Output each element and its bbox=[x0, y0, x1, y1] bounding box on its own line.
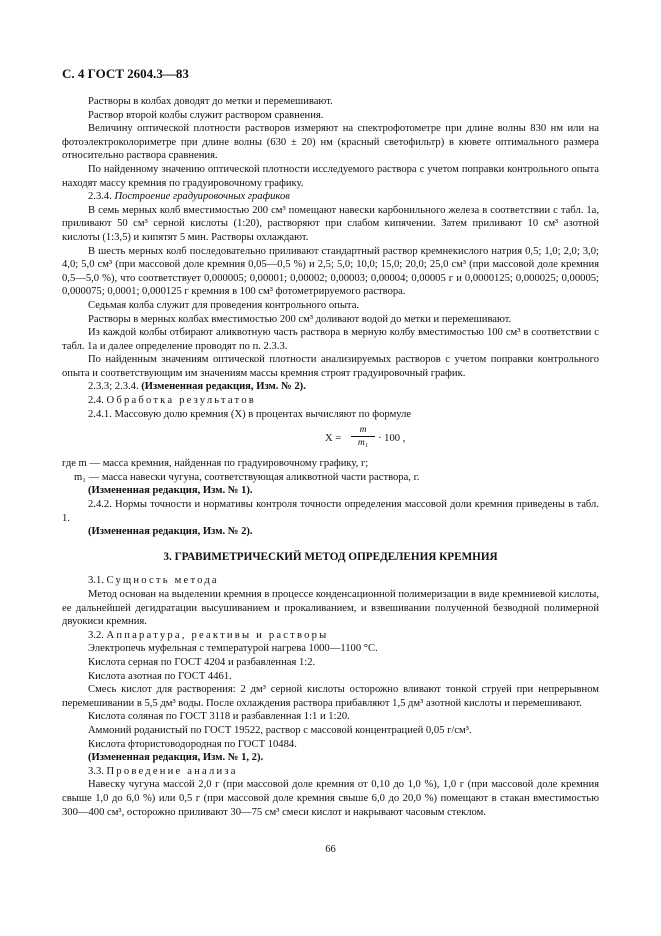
paragraph: где m — масса кремния, найденная по градуировочному графику, г; bbox=[62, 458, 369, 470]
paragraph: Из каждой колбы отбирают аликвотную часть раствора в мерную колбу вместимостью 100 см³ в соответствии с табл. 1а и далее определение проводят по п. 2.3.3. bbox=[62, 327, 599, 352]
page-header: С. 4 ГОСТ 2604.3—83 bbox=[62, 66, 189, 81]
paragraph: Навеску чугуна массой 2,0 г (при массовой доле кремния от 0,10 до 1,0 %), 1,0 г (при массовой доле кремния свыше 1,0 до 6,0 %) или 0,5 г (при массовой доле кремния свыше 6,0 до 20,0 %) помещают в стакан вместимостью 300—400 см³, осторожно приливают 30—75 см³ смеси кислот и накрывают часовым стеклом. bbox=[62, 779, 599, 818]
subsection-heading bbox=[62, 190, 599, 204]
clause-number: 2.4. bbox=[88, 395, 104, 407]
clause-number: 3.1. bbox=[88, 575, 104, 587]
clause-title: Аппаратура, реактивы и растворы bbox=[106, 629, 329, 641]
paragraph: 2.4.1. Массовую долю кремния (X) в процентах вычисляют по формуле bbox=[88, 408, 412, 420]
paragraph: По найденному значению оптической плотности исследуемого раствора с учетом поправки контрольного опыта находят массу кремния по градуировочному графику. bbox=[62, 163, 599, 189]
paragraph: Раствор второй колбы служит раствором сравнения. bbox=[88, 109, 324, 121]
document-body bbox=[62, 95, 599, 819]
paragraph: Седьмая колба служит для проведения контрольного опыта. bbox=[88, 299, 360, 311]
paragraph: В шесть мерных колб последовательно приливают стандартный раствор кремнекислого натрия 0,5; 1,0; 2,0; 3,0; 4,0; 5,0 см³ (при массовой доле кремния 0,05—0,5 %) и 2,5; 5,0; 10,0; 15,0; 20,0; 25,0 см³ (при массовой доле кремния 0,5—5,0 %), что соответствует 0,000005; 0,00001; 0,00002; 0,00003; 0,00004; 0,00005 г и 0,0000125; 0,000025; 0,00005; 0,000075; 0,0001; 0,000125 г кремния в 100 см³ фотометрируемого раствора. bbox=[62, 245, 599, 298]
list-item: Аммоний роданистый по ГОСТ 19522, раствор с массовой концентрацией 0,05 г/см³. bbox=[88, 724, 472, 736]
clause-number: 2.3.4. bbox=[88, 191, 112, 203]
clause-title: Сущность метода bbox=[106, 575, 219, 587]
formula-rhs: · 100 , bbox=[378, 433, 406, 445]
subsection-heading bbox=[62, 629, 599, 643]
list-item: Кислота серная по ГОСТ 4204 и разбавленная 1:2. bbox=[88, 656, 316, 668]
amendment-note: (Измененная редакция, Изм. № 1, 2). bbox=[88, 752, 264, 764]
paragraph: Растворы в мерных колбах вместимостью 200 см³ доливают водой до метки и перемешивают. bbox=[88, 313, 512, 325]
clause-number: 3.2. bbox=[88, 629, 104, 641]
paragraph: Смесь кислот для растворения: 2 дм³ серной кислоты осторожно вливают тонкой струей при непрерывном перемешивании в 5,5 дм³ воды. После охлаждения раствора прибавляют 1,5 дм³ азотной кислоты и перемешивают. bbox=[62, 684, 599, 709]
list-item: Кислота соляная по ГОСТ 3118 и разбавленная 1:1 и 1:20. bbox=[88, 711, 350, 723]
clause-number: 3.3. bbox=[88, 765, 104, 777]
amendment-note: (Измененная редакция, Изм. № 1). bbox=[88, 485, 253, 497]
paragraph: Метод основан на выделении кремния в процессе конденсационной полимеризации в виде кремниевой кислоты, ее дальнейшей дегидратации высушиванием и прокаливанием, и взвешивании полученной безводной полимерной двуокиси кремния. bbox=[62, 589, 599, 628]
section-heading: 3. ГРАВИМЕТРИЧЕСКИЙ МЕТОД ОПРЕДЕЛЕНИЯ КРЕМНИЯ bbox=[163, 550, 498, 563]
paragraph: m₁ — масса навески чугуна, соответствующая аликвотной части раствора, г. bbox=[74, 471, 420, 483]
paragraph: В семь мерных колб вместимостью 200 см³ помещают навески карбонильного железа в соответствии с табл. 1а, приливают 50 см³ серной кислоты (1:20), растворяют при слабом кипячении. Затем приливают 10 см³ азотной кислоты (1:3,5) и кипятят 5 мин. Растворы охлаждают. bbox=[62, 204, 599, 243]
clause-number: 2.3.3; 2.3.4. bbox=[88, 381, 139, 393]
subsection-heading bbox=[62, 765, 599, 779]
paragraph: 2.4.2. Нормы точности и нормативы контроля точности определения массовой доли кремния приведены в табл. 1. bbox=[62, 499, 599, 524]
subsection-heading bbox=[62, 574, 599, 588]
amendment-note: (Измененная редакция, Изм. № 2). bbox=[88, 526, 253, 538]
amendment-note: (Измененная редакция, Изм. № 2). bbox=[141, 381, 306, 393]
paragraph: По найденным значениям оптической плотности анализируемых растворов с учетом поправки контрольного опыта и соответствующим им значениям массы кремния строят градуировочный график. bbox=[62, 354, 599, 379]
amendment-line bbox=[62, 380, 599, 394]
formula-numerator: m bbox=[351, 424, 375, 437]
paragraph: Растворы в колбах доводят до метки и перемешивают. bbox=[88, 96, 333, 107]
clause-title: Построение градуировочных графиков bbox=[114, 191, 290, 203]
formula-denominator: m₁ bbox=[357, 438, 369, 449]
paragraph: Величину оптической плотности растворов измеряют на спектрофотометре при длине волны 830 нм или на фотоэлектроколориметре при длине волны (630 ± 20) нм (красный светофильтр) в кювете оптимального размера относительно раствора сравнения. bbox=[62, 123, 599, 162]
clause-title: Проведение анализа bbox=[106, 765, 238, 777]
page-number: 66 bbox=[325, 844, 336, 855]
list-item: Кислота азотная по ГОСТ 4461. bbox=[88, 670, 232, 682]
subsection-heading bbox=[62, 394, 599, 408]
list-item: Кислота фтористоводородная по ГОСТ 10484. bbox=[88, 738, 297, 750]
formula-fraction bbox=[351, 424, 375, 449]
clause-title: Обработка результатов bbox=[106, 395, 256, 407]
formula-lhs: X = bbox=[325, 433, 342, 445]
list-item: Электропечь муфельная с температурой нагрева 1000—1100 °С. bbox=[88, 643, 378, 655]
formula bbox=[62, 422, 599, 456]
